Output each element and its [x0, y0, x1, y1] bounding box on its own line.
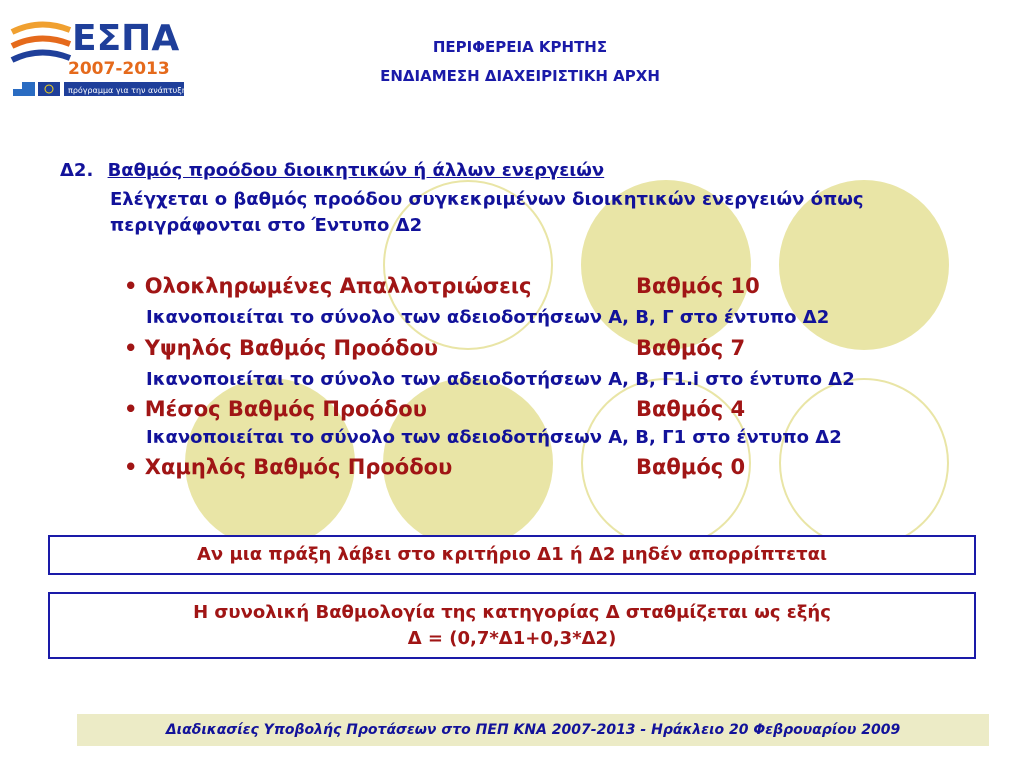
section-code: Δ2.	[60, 160, 94, 181]
logo-tagline-text: πρόγραμμα για την ανάπτυξη	[68, 86, 187, 95]
item-label: Μέσος Βαθμός Προόδου	[144, 397, 427, 421]
item-detail: Ικανοποιείται το σύνολο των αδειοδοτήσεων Α, Β, Γ1.i στο έντυπο Δ2	[146, 369, 855, 390]
item-label: Υψηλός Βαθμός Προόδου	[144, 336, 439, 360]
item-grade: Βαθμός 4	[636, 397, 746, 421]
header-line1: ΠΕΡΙΦΕΡΕΙΑ ΚΡΗΤΗΣ	[432, 38, 608, 56]
espa-logo	[10, 8, 190, 100]
bullet: •	[124, 274, 138, 298]
bullet: •	[124, 397, 138, 421]
section-desc-line2: περιγράφονται στο Έντυπο Δ2	[110, 215, 423, 236]
footer-bar	[77, 714, 989, 746]
section-heading	[60, 160, 604, 181]
item-detail: Ικανοποιείται το σύνολο των αδειοδοτήσεων Α, Β, Γ1 στο έντυπο Δ2	[146, 427, 842, 448]
header-line2: ΕΝΔΙΑΜΕΣΗ ΔΙΑΧΕΙΡΙΣΤΙΚΗ ΑΡΧΗ	[380, 67, 660, 85]
section-title: Βαθμός προόδου διοικητικών ή άλλων ενεργειών	[107, 160, 605, 181]
item-detail: Ικανοποιείται το σύνολο των αδειοδοτήσεων Α, Β, Γ στο έντυπο Δ2	[146, 307, 830, 328]
section-description	[110, 187, 970, 239]
list-item-3	[124, 397, 427, 421]
rejection-note-text: Αν μια πράξη λάβει στο κριτήριο Δ1 ή Δ2 μηδέν απορρίπτεται	[196, 544, 828, 565]
item-grade: Βαθμός 10	[636, 274, 760, 298]
formula-text: Δ = (0,7*Δ1+0,3*Δ2)	[407, 628, 617, 649]
list-item-1	[124, 274, 532, 298]
weighting-formula-box	[48, 592, 976, 659]
logo-years-text: 2007-2013	[68, 59, 170, 79]
item-label: Ολοκληρωμένες Απαλλοτριώσεις	[144, 274, 532, 298]
bullet: •	[124, 336, 138, 360]
item-grade: Βαθμός 7	[636, 336, 746, 360]
rejection-note-box	[48, 535, 976, 575]
list-item-4	[124, 455, 452, 479]
item-label: Χαμηλός Βαθμός Προόδου	[144, 455, 453, 479]
logo-name-text: ΕΣΠΑ	[72, 18, 180, 59]
footer-text: Διαδικασίες Υποβολής Προτάσεων στο ΠΕΠ ΚΝΑ 2007-2013 - Ηράκλειο 20 Φεβρουαρίου 2009	[165, 722, 901, 738]
espa-logo-graphic	[10, 8, 190, 100]
item-grade: Βαθμός 0	[636, 455, 746, 479]
list-item-2	[124, 336, 438, 360]
weighting-text: Η συνολική Βαθμολογία της κατηγορίας Δ σταθμίζεται ως εξής	[193, 602, 831, 623]
bullet: •	[124, 455, 138, 479]
section-desc-line1: Ελέγχεται ο βαθμός προόδου συγκεκριμένων διοικητικών ενεργειών όπως	[110, 189, 864, 210]
decor-circle-7	[779, 378, 949, 548]
